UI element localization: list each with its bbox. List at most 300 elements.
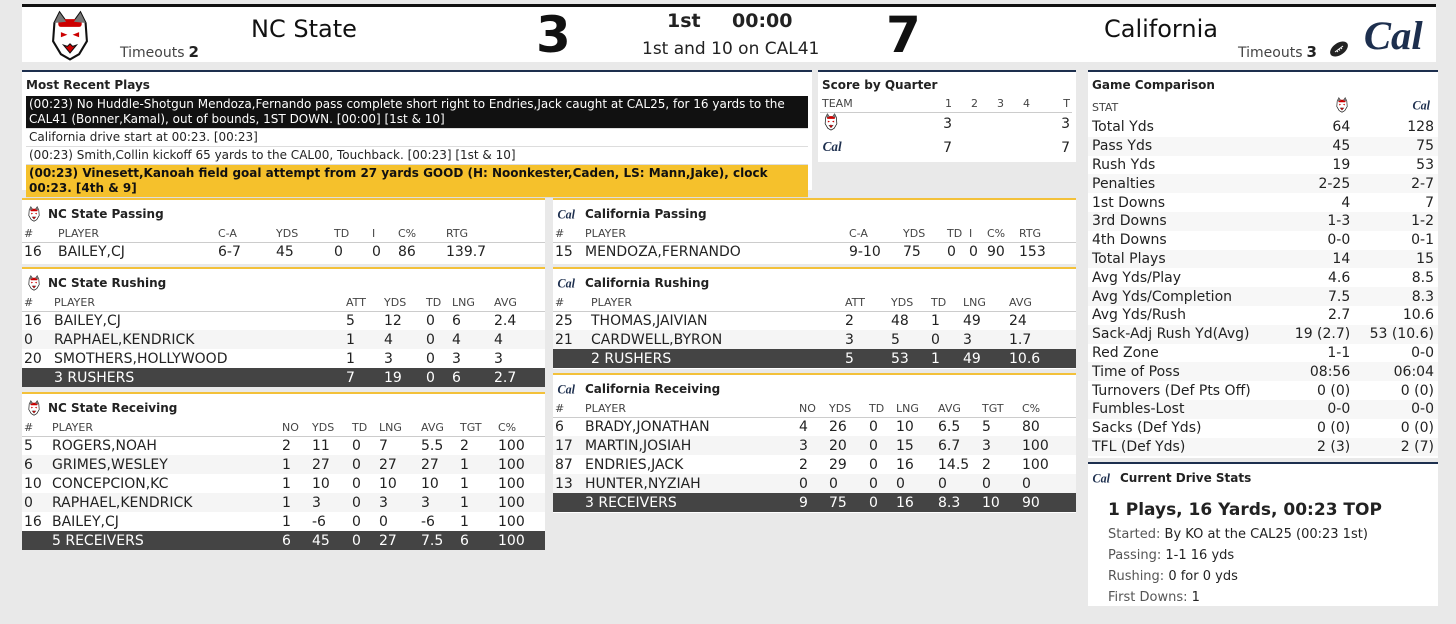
- cell: -6: [421, 513, 435, 530]
- stat-label: TFL (Def Yds): [1088, 438, 1281, 457]
- cell: 5: [982, 418, 991, 435]
- table-row: [22, 512, 545, 531]
- cell: 9-10: [849, 243, 881, 260]
- cell: 3: [494, 350, 503, 367]
- cell: 2: [845, 312, 854, 329]
- cell: 16: [24, 243, 42, 260]
- label: Rushing:: [1108, 569, 1165, 584]
- cell: 100: [496, 493, 545, 512]
- cell: 27: [310, 455, 350, 474]
- ncs-rushing-title: NC State Rushing: [48, 276, 167, 290]
- cal-rushing-panel: [553, 267, 1076, 369]
- home-value: 08:56: [1281, 362, 1354, 381]
- home-value: 0-0: [1327, 232, 1351, 249]
- col-cpct: C%: [396, 226, 444, 242]
- col-rtg: RTG: [444, 226, 545, 242]
- cell: 10: [24, 475, 42, 492]
- cal-mini-logo: [1092, 470, 1114, 486]
- comparison-row: [1088, 362, 1438, 381]
- home-value: 4: [1341, 194, 1351, 211]
- player-name[interactable]: SMOTHERS,HOLLYWOOD: [54, 350, 228, 367]
- away-score: 7: [886, 6, 921, 64]
- player-name[interactable]: GRIMES,WESLEY: [50, 455, 280, 474]
- cell: 1: [931, 312, 940, 329]
- cell: 100: [496, 455, 545, 474]
- col-lng: LNG: [894, 401, 936, 417]
- cell: 26: [829, 418, 847, 435]
- table-row: [22, 349, 545, 368]
- cell: 6: [452, 312, 461, 329]
- col-player: PLAYER: [56, 226, 216, 242]
- game-comparison-panel: [1088, 70, 1438, 458]
- away-value: 75: [1354, 137, 1438, 156]
- ncs-receiving-panel: [22, 392, 545, 550]
- cell: 100: [498, 513, 525, 530]
- col-total: T: [1032, 96, 1072, 112]
- stat-label: Penalties: [1088, 174, 1281, 193]
- cell: 4: [450, 330, 492, 349]
- col-number: #: [22, 420, 50, 436]
- totals-label: 5 RECEIVERS: [50, 531, 280, 550]
- cell: 1: [344, 330, 382, 349]
- col-stat: STAT: [1088, 96, 1281, 118]
- col-td: TD: [945, 226, 967, 242]
- cell: 5: [24, 437, 33, 454]
- away-team-name: California: [1104, 15, 1218, 43]
- recent-plays-panel: [22, 70, 812, 195]
- col-q3: 3: [980, 96, 1006, 112]
- cell: 5.5: [421, 437, 444, 454]
- stat-label: Rush Yds: [1092, 156, 1156, 173]
- ncs-rushing-table: [22, 295, 545, 387]
- cal-mini-logo: [1354, 96, 1438, 118]
- col-avg: AVG: [419, 420, 458, 436]
- home-value: 0 (0): [1317, 382, 1351, 399]
- q3-score: [980, 136, 1006, 160]
- cell: 10: [896, 418, 914, 435]
- cell: 0: [947, 243, 956, 260]
- cell: 1: [282, 513, 291, 530]
- away-value: 128: [1407, 119, 1434, 136]
- quarter-row: [820, 112, 1072, 136]
- cell: 1: [458, 455, 496, 474]
- col-yds: YDS: [274, 226, 332, 242]
- cell: 6: [458, 531, 496, 550]
- cell: 53: [889, 349, 929, 368]
- cell: 0: [936, 474, 980, 493]
- drive-summary: 1 Plays, 16 Yards, 00:23 TOP: [1108, 500, 1382, 520]
- ncstate-mini-logo: [26, 206, 42, 222]
- stat-label: Sacks (Def Yds): [1092, 420, 1202, 437]
- cell: 48: [891, 312, 909, 329]
- cell: 3: [797, 436, 827, 455]
- q2-score: [954, 136, 980, 160]
- cell: 0: [980, 474, 1020, 493]
- cell: 0: [426, 350, 435, 367]
- ncs-rushing-panel: [22, 267, 545, 387]
- comparison-row: [1088, 419, 1438, 438]
- cell: 86: [398, 243, 416, 260]
- cell: 8.3: [936, 493, 980, 512]
- ncs-receiving-title: NC State Receiving: [48, 401, 178, 415]
- table-row: [22, 436, 545, 455]
- ncs-passing-table: [22, 226, 545, 261]
- stat-label: Sack-Adj Rush Yd(Avg): [1088, 325, 1281, 344]
- timeouts-label: Timeouts: [120, 45, 185, 61]
- col-player: PLAYER: [583, 401, 797, 417]
- cal-receiving-panel: [553, 373, 1076, 513]
- away-value: 0 (0): [1400, 420, 1434, 437]
- player-name[interactable]: HUNTER,NYZIAH: [583, 474, 797, 493]
- ncs-receiving-table: [22, 420, 545, 550]
- away-value: 0-1: [1411, 232, 1434, 249]
- cell: 1: [460, 513, 469, 530]
- value: 1-1 16 yds: [1165, 548, 1235, 563]
- col-avg: AVG: [936, 401, 980, 417]
- player-name[interactable]: BAILEY,CJ: [54, 312, 121, 329]
- cell: 100: [496, 531, 545, 550]
- col-yds: YDS: [889, 295, 929, 311]
- cell: 3: [419, 493, 458, 512]
- cell: 0: [350, 455, 377, 474]
- col-cpct: C%: [1020, 401, 1076, 417]
- football-icon: [1328, 39, 1350, 59]
- col-player: PLAYER: [50, 420, 280, 436]
- home-team-name: NC State: [251, 15, 357, 43]
- cell: 80: [1022, 418, 1040, 435]
- q4-score: [1006, 112, 1032, 136]
- cell: 0: [424, 368, 450, 387]
- home-value: 45: [1281, 137, 1354, 156]
- cell: 6-7: [218, 243, 241, 260]
- col-player: PLAYER: [52, 295, 344, 311]
- down-and-distance: 1st and 10 on CAL41: [642, 39, 820, 59]
- cell: 0: [894, 474, 936, 493]
- cell: 0: [867, 493, 894, 512]
- table-row: [22, 455, 545, 474]
- cell: 0: [797, 474, 827, 493]
- cal-mini-logo: [557, 275, 579, 291]
- col-lng: LNG: [450, 295, 492, 311]
- ncstate-mini-logo: [26, 275, 42, 291]
- away-value: 0-0: [1354, 400, 1438, 419]
- away-value: 53: [1416, 156, 1434, 173]
- cal-receiving-table: [553, 401, 1076, 512]
- totals-label: 3 RECEIVERS: [583, 493, 797, 512]
- totals-label: 2 RUSHERS: [589, 349, 843, 368]
- play-item[interactable]: (00:23) Smith,Collin kickoff 65 yards to the CAL00, Touchback. [00:23] [1st & 10]: [26, 147, 808, 165]
- current-drive-panel: [1088, 462, 1438, 606]
- ncs-receiving-header: [22, 394, 545, 420]
- player-name[interactable]: BRADY,JONATHAN: [585, 418, 710, 435]
- cell: 10: [379, 475, 397, 492]
- cal-passing-header: [553, 200, 1076, 226]
- player-name[interactable]: THOMAS,JAIVIAN: [591, 312, 708, 329]
- comparison-row: [1088, 193, 1438, 212]
- home-timeouts: [120, 43, 199, 61]
- cal-passing-table: [553, 226, 1076, 261]
- table-row: [22, 474, 545, 493]
- col-number: #: [22, 226, 56, 242]
- cell: 7: [344, 368, 382, 387]
- play-item[interactable]: (00:23) No Huddle-Shotgun Mendoza,Fernando pass complete short right to Endries,Jack caught at CAL25, for 16 yards to the CAL41 (Bonner,Kamal), out of bounds, 1ST DOWN. [00:00] [1st & 10]: [26, 96, 808, 129]
- cell: 27: [377, 531, 419, 550]
- away-value: 0-0: [1411, 344, 1434, 361]
- cell: 0: [869, 456, 878, 473]
- cal-mini-logo: [557, 381, 579, 397]
- cell: 27: [377, 455, 419, 474]
- game-comparison-table: [1088, 96, 1438, 456]
- comparison-row: [1088, 400, 1438, 419]
- cell: 5: [346, 312, 355, 329]
- cell: 0: [379, 513, 388, 530]
- q3-score: [980, 112, 1006, 136]
- period: 1st: [667, 10, 701, 32]
- col-td: TD: [424, 295, 450, 311]
- score-by-quarter-table: [820, 96, 1072, 160]
- comparison-row: [1088, 212, 1438, 231]
- col-avg: AVG: [1007, 295, 1076, 311]
- drive-rushing: [1088, 566, 1438, 587]
- cell: 45: [276, 243, 294, 260]
- ncs-passing-header: [22, 200, 545, 226]
- cell: 1: [458, 493, 496, 512]
- cell: 13: [553, 474, 583, 493]
- scoreboard: [22, 4, 1436, 62]
- cell: 25: [555, 312, 573, 329]
- stat-label: Avg Yds/Rush: [1092, 307, 1186, 324]
- table-row: [553, 417, 1076, 436]
- col-int: I: [370, 226, 396, 242]
- cell: 90: [1020, 493, 1076, 512]
- cell: -6: [312, 513, 326, 530]
- cell: 153: [1019, 243, 1046, 260]
- cell: 6: [555, 418, 564, 435]
- cell: 87: [555, 456, 573, 473]
- cell: 100: [1022, 456, 1049, 473]
- cal-passing-title: California Passing: [585, 207, 707, 221]
- comparison-row: [1088, 306, 1438, 325]
- cal-rushing-table: [553, 295, 1076, 368]
- table-row: [553, 330, 1076, 349]
- ncs-passing-title: NC State Passing: [48, 207, 164, 221]
- player-name[interactable]: ROGERS,NOAH: [52, 437, 157, 454]
- away-value: 8.5: [1411, 269, 1434, 286]
- cell: 2: [982, 456, 991, 473]
- col-number: #: [553, 295, 589, 311]
- cell: 0: [372, 243, 381, 260]
- cell: 0: [352, 475, 361, 492]
- cell: 2: [799, 456, 808, 473]
- ncs-rushing-header: [22, 269, 545, 295]
- cell: 0: [334, 243, 343, 260]
- col-number: #: [22, 295, 52, 311]
- cell: 3: [980, 436, 1020, 455]
- cell: 0: [424, 330, 450, 349]
- cell: 3: [961, 330, 1007, 349]
- cell: 4: [382, 330, 424, 349]
- cell: 100: [498, 437, 525, 454]
- comparison-row: [1088, 137, 1438, 156]
- cell: [22, 531, 50, 550]
- comparison-row: [1088, 381, 1438, 400]
- recent-plays-title: Most Recent Plays: [26, 78, 150, 92]
- ncstate-mini-logo: [26, 400, 42, 416]
- away-value: 10.6: [1402, 307, 1434, 324]
- stat-label: 4th Downs: [1092, 232, 1167, 249]
- col-q1: 1: [924, 96, 954, 112]
- player-name[interactable]: BAILEY,CJ: [52, 513, 119, 530]
- cell: 0: [867, 474, 894, 493]
- table-row: [22, 493, 545, 512]
- drive-first-downs: [1088, 587, 1438, 608]
- current-drive-title: Current Drive Stats: [1120, 471, 1252, 485]
- cell: 15: [555, 243, 573, 260]
- home-value: 2.7: [1327, 307, 1351, 324]
- comparison-row: [1088, 287, 1438, 306]
- cell: 90: [987, 243, 1005, 260]
- cell: 0: [869, 418, 878, 435]
- cell: 16: [24, 513, 42, 530]
- cell: 1.7: [1007, 330, 1076, 349]
- home-value: 64: [1332, 119, 1351, 136]
- quarter-row: [820, 136, 1072, 160]
- stat-label: 3rd Downs: [1088, 212, 1281, 231]
- score-by-quarter-title: Score by Quarter: [822, 78, 938, 92]
- cal-receiving-header: [553, 375, 1076, 401]
- totals-label: 3 RUSHERS: [52, 368, 344, 387]
- timeouts-value: 3: [1306, 43, 1317, 61]
- play-item[interactable]: (00:23) Vinesett,Kanoah field goal attempt from 27 yards GOOD (H: Noonkester,Caden, LS: Mann,Jake), clock 00:23. [4th & 9]: [26, 165, 808, 198]
- cell: 29: [829, 456, 847, 473]
- col-tgt: TGT: [980, 401, 1020, 417]
- table-row: [553, 242, 1076, 261]
- stat-label: Pass Yds: [1088, 137, 1281, 156]
- table-row: [22, 311, 545, 330]
- home-value: 7.5: [1281, 287, 1354, 306]
- away-value: 53 (10.6): [1354, 325, 1438, 344]
- label: Passing:: [1108, 548, 1162, 563]
- col-q4: 4: [1006, 96, 1032, 112]
- table-row: [22, 330, 545, 349]
- home-value: 2-25: [1281, 174, 1354, 193]
- cell: 0: [352, 437, 361, 454]
- cell: 7: [379, 437, 388, 454]
- col-lng: LNG: [961, 295, 1007, 311]
- player-name[interactable]: CONCEPCION,KC: [52, 475, 169, 492]
- col-player: PLAYER: [583, 226, 847, 242]
- table-row: [22, 242, 545, 261]
- cell: 3: [384, 350, 393, 367]
- cell: 21: [553, 330, 589, 349]
- table-row: [553, 436, 1076, 455]
- home-value: 0 (0): [1317, 420, 1351, 437]
- stat-label: Avg Yds/Play: [1092, 269, 1182, 286]
- cell: 14.5: [938, 456, 970, 473]
- player-name[interactable]: RAPHAEL,KENDRICK: [52, 330, 344, 349]
- value: 0 for 0 yds: [1168, 569, 1238, 584]
- cell: [553, 349, 589, 368]
- away-value: 2-7: [1354, 174, 1438, 193]
- home-value: 14: [1281, 250, 1354, 269]
- player-name[interactable]: MENDOZA,FERNANDO: [585, 243, 741, 260]
- cell: 10: [421, 475, 439, 492]
- value: 1: [1191, 590, 1200, 605]
- player-name[interactable]: ENDRIES,JACK: [585, 456, 684, 473]
- cell: 5: [889, 330, 929, 349]
- cell: 17: [553, 436, 583, 455]
- play-item[interactable]: California drive start at 00:23. [00:23]: [26, 129, 808, 147]
- cell: 75: [827, 493, 867, 512]
- cell: 16: [896, 456, 914, 473]
- cell: 3: [452, 350, 461, 367]
- cal-passing-panel: [553, 198, 1076, 264]
- drive-passing: [1088, 545, 1438, 566]
- cell: 16: [894, 493, 936, 512]
- cell: 139.7: [446, 243, 487, 260]
- col-rtg: RTG: [1017, 226, 1076, 242]
- cell: 6: [22, 455, 50, 474]
- table-row: [553, 311, 1076, 330]
- total-score: 3: [1061, 116, 1070, 133]
- cell: 0: [350, 493, 377, 512]
- col-ca: C-A: [216, 226, 274, 242]
- ncstate-mini-logo: [820, 112, 924, 136]
- comparison-row: [1088, 268, 1438, 287]
- ncstate-wolf-logo: [40, 10, 100, 62]
- cell: 11: [312, 437, 330, 454]
- col-yds: YDS: [382, 295, 424, 311]
- col-avg: AVG: [492, 295, 545, 311]
- col-cpct: C%: [496, 420, 545, 436]
- col-player: PLAYER: [589, 295, 843, 311]
- stat-label: Red Zone: [1092, 344, 1159, 361]
- timeouts-label: Timeouts: [1238, 45, 1303, 61]
- cell: 45: [310, 531, 350, 550]
- col-td: TD: [332, 226, 370, 242]
- plays-list: [22, 96, 812, 198]
- cell: 0: [969, 243, 978, 260]
- comparison-row: [1088, 325, 1438, 344]
- comparison-row: [1088, 118, 1438, 137]
- player-name[interactable]: MARTIN,JOSIAH: [583, 436, 797, 455]
- cell: 0: [350, 531, 377, 550]
- away-value: 8.3: [1354, 287, 1438, 306]
- cell: 1: [280, 493, 310, 512]
- comparison-row: [1088, 344, 1438, 363]
- player-name[interactable]: RAPHAEL,KENDRICK: [50, 493, 280, 512]
- stat-label: Fumbles-Lost: [1088, 400, 1281, 419]
- value: By KO at the CAL25 (00:23 1st): [1164, 527, 1368, 542]
- label: First Downs:: [1108, 590, 1188, 605]
- col-team: TEAM: [820, 96, 924, 112]
- cell: 2: [282, 437, 291, 454]
- player-name[interactable]: BAILEY,CJ: [58, 243, 125, 260]
- comparison-row: [1088, 174, 1438, 193]
- player-name[interactable]: CARDWELL,BYRON: [589, 330, 843, 349]
- home-value: 0-0: [1281, 400, 1354, 419]
- current-drive-header: [1088, 464, 1438, 490]
- q4-score: [1006, 136, 1032, 160]
- cell: 1: [346, 350, 355, 367]
- cal-script-logo: [1362, 7, 1436, 61]
- game-clock: 00:00: [732, 10, 793, 32]
- cell: 100: [1020, 436, 1076, 455]
- table-row: [553, 474, 1076, 493]
- cell: 27: [419, 455, 458, 474]
- cell: 49: [963, 312, 981, 329]
- cell: 6.7: [936, 436, 980, 455]
